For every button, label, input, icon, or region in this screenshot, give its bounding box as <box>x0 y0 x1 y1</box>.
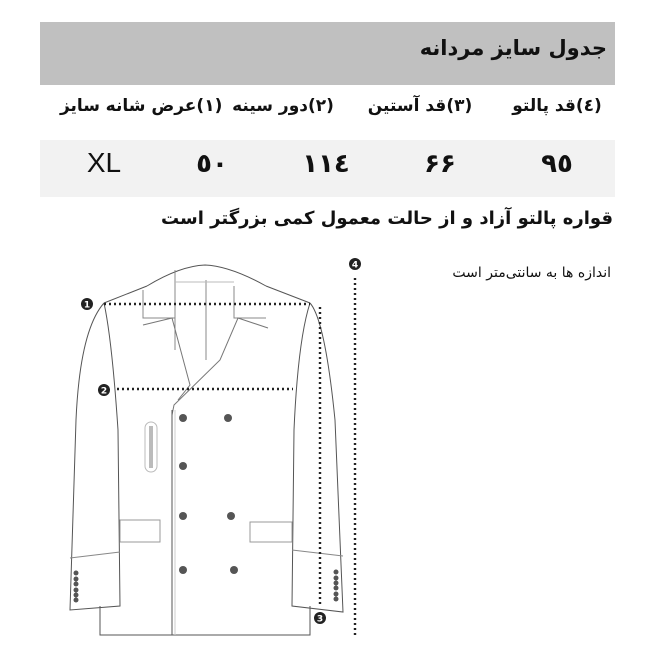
svg-text:2: 2 <box>100 386 108 397</box>
marker-3-icon <box>314 612 326 625</box>
fit-note: قواره پالتو آزاد و از حالت معمول کمی بزرگتر است <box>160 208 613 229</box>
cell-coat-length: ٩٥ <box>541 149 573 179</box>
cell-chest: ١١٤ <box>302 149 350 179</box>
left-sleeve <box>70 300 120 610</box>
column-header-chest: (٢)دور سینه <box>232 96 334 116</box>
page-title: جدول سایز مردانه <box>419 36 607 60</box>
column-header-coat-length: (٤)قد پالتو <box>512 96 602 116</box>
coat-buttons <box>74 414 339 603</box>
units-note: اندازه ها به سانتی‌متر است <box>452 265 611 281</box>
marker-1-icon <box>81 298 93 311</box>
svg-text:1: 1 <box>83 300 91 311</box>
column-header-sleeve-length: (٣)قد آستین <box>367 96 473 116</box>
column-header-size: سایز <box>59 96 101 116</box>
cell-size: XL <box>86 147 122 178</box>
cell-shoulder-width: ٥٠ <box>196 149 228 179</box>
coat-body <box>100 606 310 635</box>
marker-2-icon <box>98 384 110 397</box>
svg-text:3: 3 <box>316 614 324 625</box>
column-header-shoulder-width: (١)عرض شانه <box>105 96 223 116</box>
svg-text:4: 4 <box>351 260 359 271</box>
right-sleeve <box>292 303 343 612</box>
marker-4-icon <box>349 258 361 271</box>
cell-sleeve-length: ۶۶ <box>424 149 456 179</box>
